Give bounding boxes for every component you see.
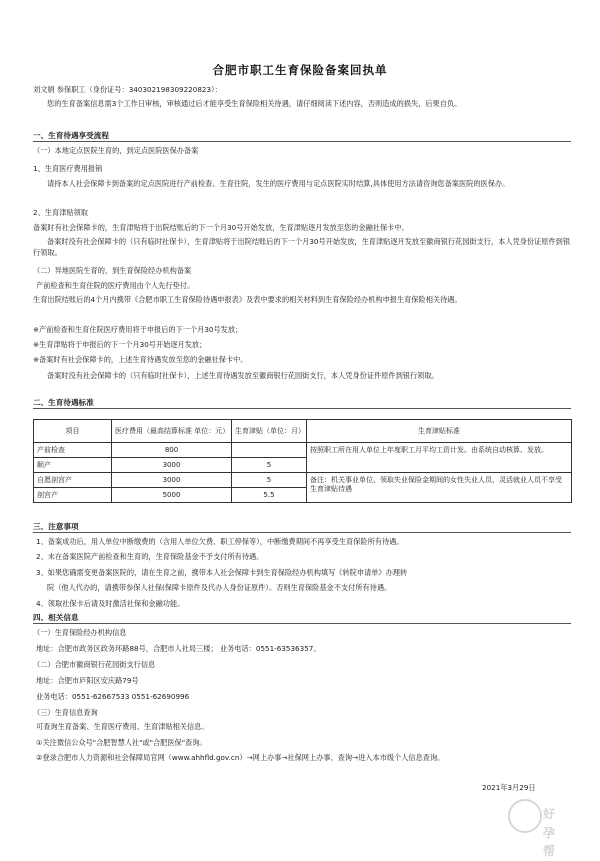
section-divider	[33, 623, 571, 624]
table-note-cell: 备注：机关事业单位、领取失业保险金期间的女性失业人员、灵活就业人员不享受生育津贴待遇	[307, 473, 572, 503]
notice-4: 4、领取社保卡后请及时激活社保和金融功能。	[36, 599, 185, 608]
table-cell: 顺产	[34, 458, 112, 473]
s1-item1-body: 请持本人社会保障卡到备案的定点医院进行产前检查、生育住院，发生的医疗费用与定点医院实时结算,具体使用方法请咨询您备案医院的医保办。	[47, 179, 510, 188]
table-cell: 剖宫产	[34, 488, 112, 503]
s1-bullet-3: ※备案时有社会保障卡的，上述生育待遇发放至您的金融社保卡中。	[33, 355, 248, 364]
s1-sub2-body1: 产前检查和生育住院的医疗费用由个人先行垫付。	[36, 281, 195, 290]
notice-3-line1: 3、如果您确需变更备案医院的，请在生育之前，携带本人社会保障卡到生育保险经办机构填写《转院申请单》办理转	[36, 568, 408, 577]
table-header-cell: 生育津贴标准	[307, 420, 572, 443]
section-4-heading: 四、相关信息	[33, 613, 79, 622]
issue-date: 2021年3月29日	[482, 783, 536, 792]
s1-item1: 1、生育医疗费用报销	[33, 164, 103, 173]
table-row	[34, 473, 572, 488]
s1-sub1: （一）本地定点医院生育的，到定点医院医保办备案	[33, 146, 199, 155]
s1-item2-body2: 备案时没有社会保障卡的（只有临时社保卡），生育津贴将于出院结账后的下一个月30号开始发放，生育津贴逐月发放至徽商银行花园街支行，本人凭身份证原件到银行领取。	[33, 237, 571, 258]
table-cell: 自愿剖宫产	[34, 473, 112, 488]
table-note-cell: 按照职工所在用人单位上年度职工月平均工资计发。由系统自动核算、发放。	[307, 443, 572, 473]
table-header-row	[34, 420, 572, 443]
table-header-cell: 医疗费用（最高结算标准 单位：元）	[112, 420, 232, 443]
s1-item2: 2、生育津贴领取	[33, 208, 88, 217]
table-cell: 800	[112, 443, 232, 458]
section-divider	[33, 141, 571, 142]
section-3-heading: 三、注意事项	[33, 522, 79, 531]
watermark-text: 好孕帮	[543, 807, 557, 859]
s1-item2-body1: 备案时有社会保障卡的，生育津贴将于出院结账后的下一个月30号开始发放，生育津贴逐月发放至您的金融社保卡中。	[33, 223, 409, 232]
table-cell: 3000	[112, 473, 232, 488]
table-header-cell: 生育津贴（单位：月）	[232, 420, 307, 443]
s4-sub3: （三）生育信息查询	[33, 708, 98, 717]
table-cell: 5	[232, 473, 307, 488]
benefit-standard-table	[33, 419, 572, 503]
section-divider	[33, 532, 571, 533]
table-cell: 5.5	[232, 488, 307, 503]
notice-3-line2: 院（他人代办的，请携带参保人社保(保障卡原件及代办人身份证原件）。否则生育保险基金不支付所有待遇。	[47, 583, 392, 592]
query-method-2: ②登录合肥市人力资源和社会保障局官网（www.ahhfld.gov.cn）→网上办事→社保网上办事、查询→进入本市级个人信息查询。	[36, 753, 445, 762]
table-header-cell: 项目	[34, 420, 112, 443]
s4-sub1-body: 地址：合肥市政务区政务环路88号，合肥市人社局三楼； 业务电话：0551-63536357。	[36, 644, 321, 653]
intro-paragraph: 您的生育备案信息需3个工作日审核，审核通过后才能享受生育保险相关待遇，请仔细阅读下述内容，否则造成的损失，后果自负。	[47, 99, 462, 108]
s1-sub2-body2: 生育出院结账后的4个月内携带《合肥市职工生育保险待遇申报表》及表中要求的相关材料到生育保险经办机构申报生育保险相关待遇。	[33, 295, 462, 304]
section-1-heading: 一、生育待遇享受流程	[33, 131, 109, 140]
s4-sub1: （一）生育保险经办机构信息	[33, 628, 127, 637]
watermark-circle-icon	[508, 799, 542, 833]
notice-1: 1、备案成功后，用人单位中断缴费的（含用人单位欠费、职工停保等），中断缴费期间不再享受生育保险所有待遇。	[36, 537, 404, 546]
notice-2: 2、未在备案医院产前检查和生育的，生育保险基金不予支付所有待遇。	[36, 552, 264, 561]
table-cell: 产前检查	[34, 443, 112, 458]
table-row	[34, 443, 572, 458]
s4-sub2-phone: 业务电话：0551-62667533 0551-62690996	[36, 692, 190, 701]
query-method-1: ①关注微信公众号"合肥智慧人社"或"合肥医保"查询。	[36, 738, 207, 747]
applicant-line: 刘文娟 参保职工（身份证号：340302198309220823）：	[33, 85, 222, 94]
s4-sub2-address: 地址：合肥市庐阳区安庆路79号	[36, 676, 139, 685]
document-title: 合肥市职工生育保险备案回执单	[212, 63, 388, 77]
s1-bullet-4: 备案时没有社会保障卡的（只有临时社保卡），上述生育待遇发放至徽商银行花园街支行，本人凭身份证件原件到银行领取。	[47, 371, 439, 380]
s4-sub2: （二）合肥市徽商银行花园街支行信息	[33, 660, 156, 669]
s1-sub2: （二）异地医院生育的，到生育保险经办机构备案	[33, 266, 192, 275]
table-cell: 5000	[112, 488, 232, 503]
table-cell: 5	[232, 458, 307, 473]
section-divider	[33, 408, 571, 409]
s1-bullet-2: ※生育津贴将于申报后的下一个月30号开始逐月发放；	[33, 340, 207, 349]
section-2-heading: 二、生育待遇标准	[33, 398, 94, 407]
table-cell	[232, 443, 307, 458]
s1-bullet-1: ※产前检查和生育住院医疗费用将于申报后的下一个月30号发放；	[33, 325, 243, 334]
s4-sub3-body: 可查询生育备案、生育医疗费用、生育津贴相关信息。	[36, 722, 209, 731]
table-cell: 3000	[112, 458, 232, 473]
